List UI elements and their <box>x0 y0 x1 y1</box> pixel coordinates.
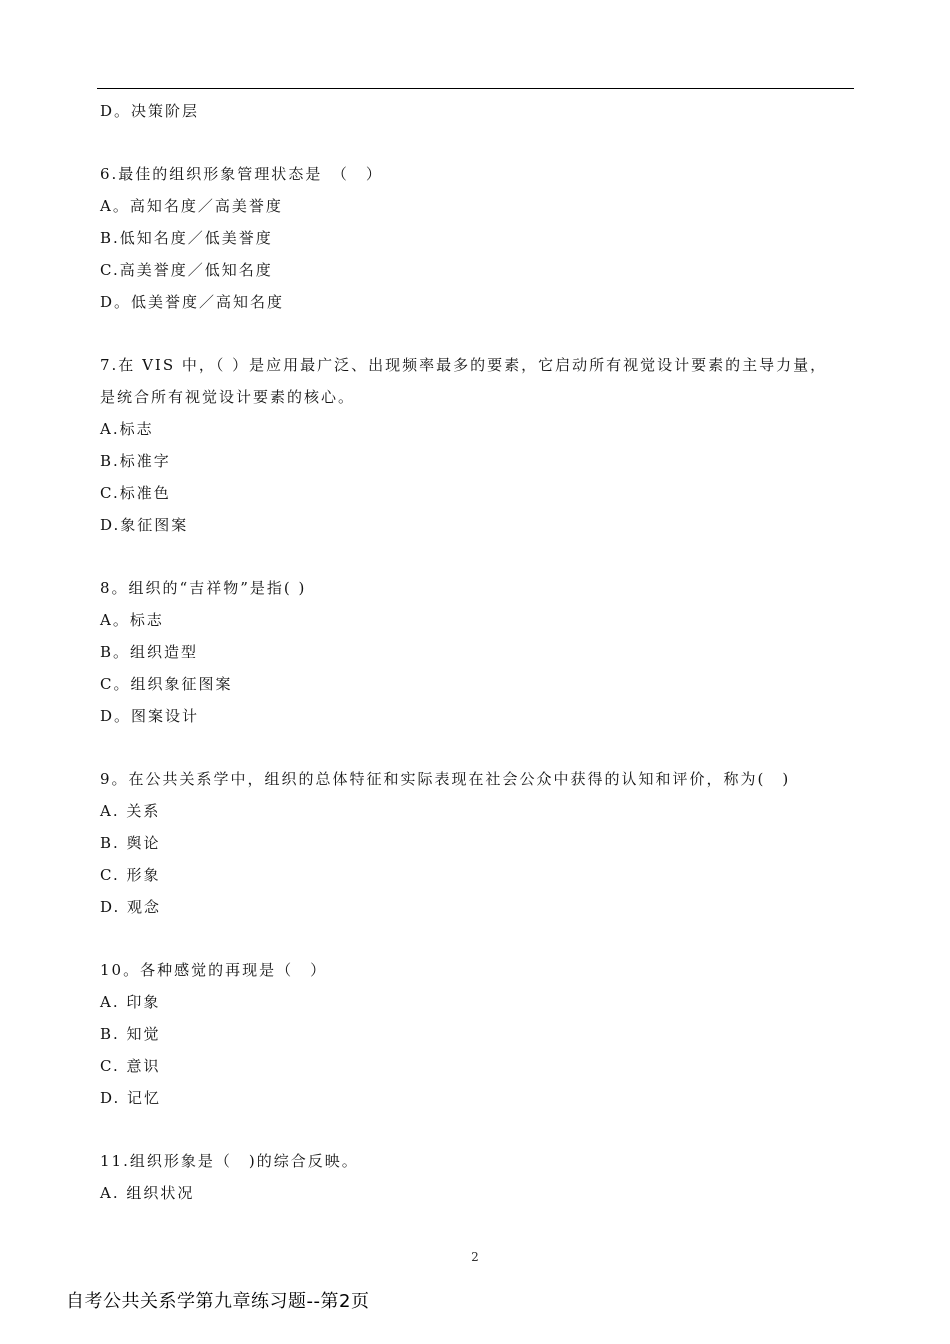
footer-title: 自考公共关系学第九章练习题--第2页 <box>66 1291 370 1312</box>
question-stem: 8。组织的“吉祥物”是指( ) <box>100 579 307 597</box>
option: B.低知名度／低美誉度 <box>100 229 273 247</box>
option: D. 记忆 <box>100 1089 162 1107</box>
option: A。标志 <box>100 611 164 629</box>
option: C。组织象征图案 <box>100 675 233 693</box>
header-rule <box>97 88 854 89</box>
option: D.象征图案 <box>100 516 189 534</box>
question-block <box>100 1145 840 1209</box>
question-stem: 9。在公共关系学中，组织的总体特征和实际表现在社会公众中获得的认知和评价，称为( ) <box>100 770 791 788</box>
option: A. 印象 <box>100 993 161 1011</box>
question-stem: 11.组织形象是（ )的综合反映。 <box>100 1152 359 1170</box>
option: D. 观念 <box>100 898 162 916</box>
question-block <box>100 954 840 1114</box>
page-number: 2 <box>471 1250 479 1264</box>
question-stem: 7.在 VIS 中，（ ）是应用最广泛、出现频率最多的要素，它启动所有视觉设计要素的主导力量， <box>100 356 828 374</box>
option: A. 组织状况 <box>100 1184 195 1202</box>
option: A。高知名度／高美誉度 <box>100 197 283 215</box>
option: C. 形象 <box>100 866 161 884</box>
option: A.标志 <box>100 420 154 438</box>
question-block <box>100 763 840 923</box>
option: C.高美誉度／低知名度 <box>100 261 273 279</box>
option: D。低美誉度／高知名度 <box>100 293 285 311</box>
option: C.标准色 <box>100 484 171 502</box>
question-stem: 10。各种感觉的再现是（ ） <box>100 961 328 979</box>
question-block <box>100 95 840 127</box>
option: D。图案设计 <box>100 707 200 725</box>
option: B.标准字 <box>100 452 171 470</box>
document-body <box>100 95 840 1209</box>
question-block <box>100 349 840 541</box>
question-stem: 是统合所有视觉设计要素的核心。 <box>100 388 356 406</box>
option: A. 关系 <box>100 802 161 820</box>
question-block <box>100 572 840 732</box>
question-stem: 6.最佳的组织形象管理状态是 （ ） <box>100 165 383 183</box>
option: D。决策阶层 <box>100 102 200 120</box>
option: B. 知觉 <box>100 1025 161 1043</box>
option: B. 舆论 <box>100 834 161 852</box>
option: C. 意识 <box>100 1057 161 1075</box>
option: B。组织造型 <box>100 643 199 661</box>
question-block <box>100 158 840 318</box>
